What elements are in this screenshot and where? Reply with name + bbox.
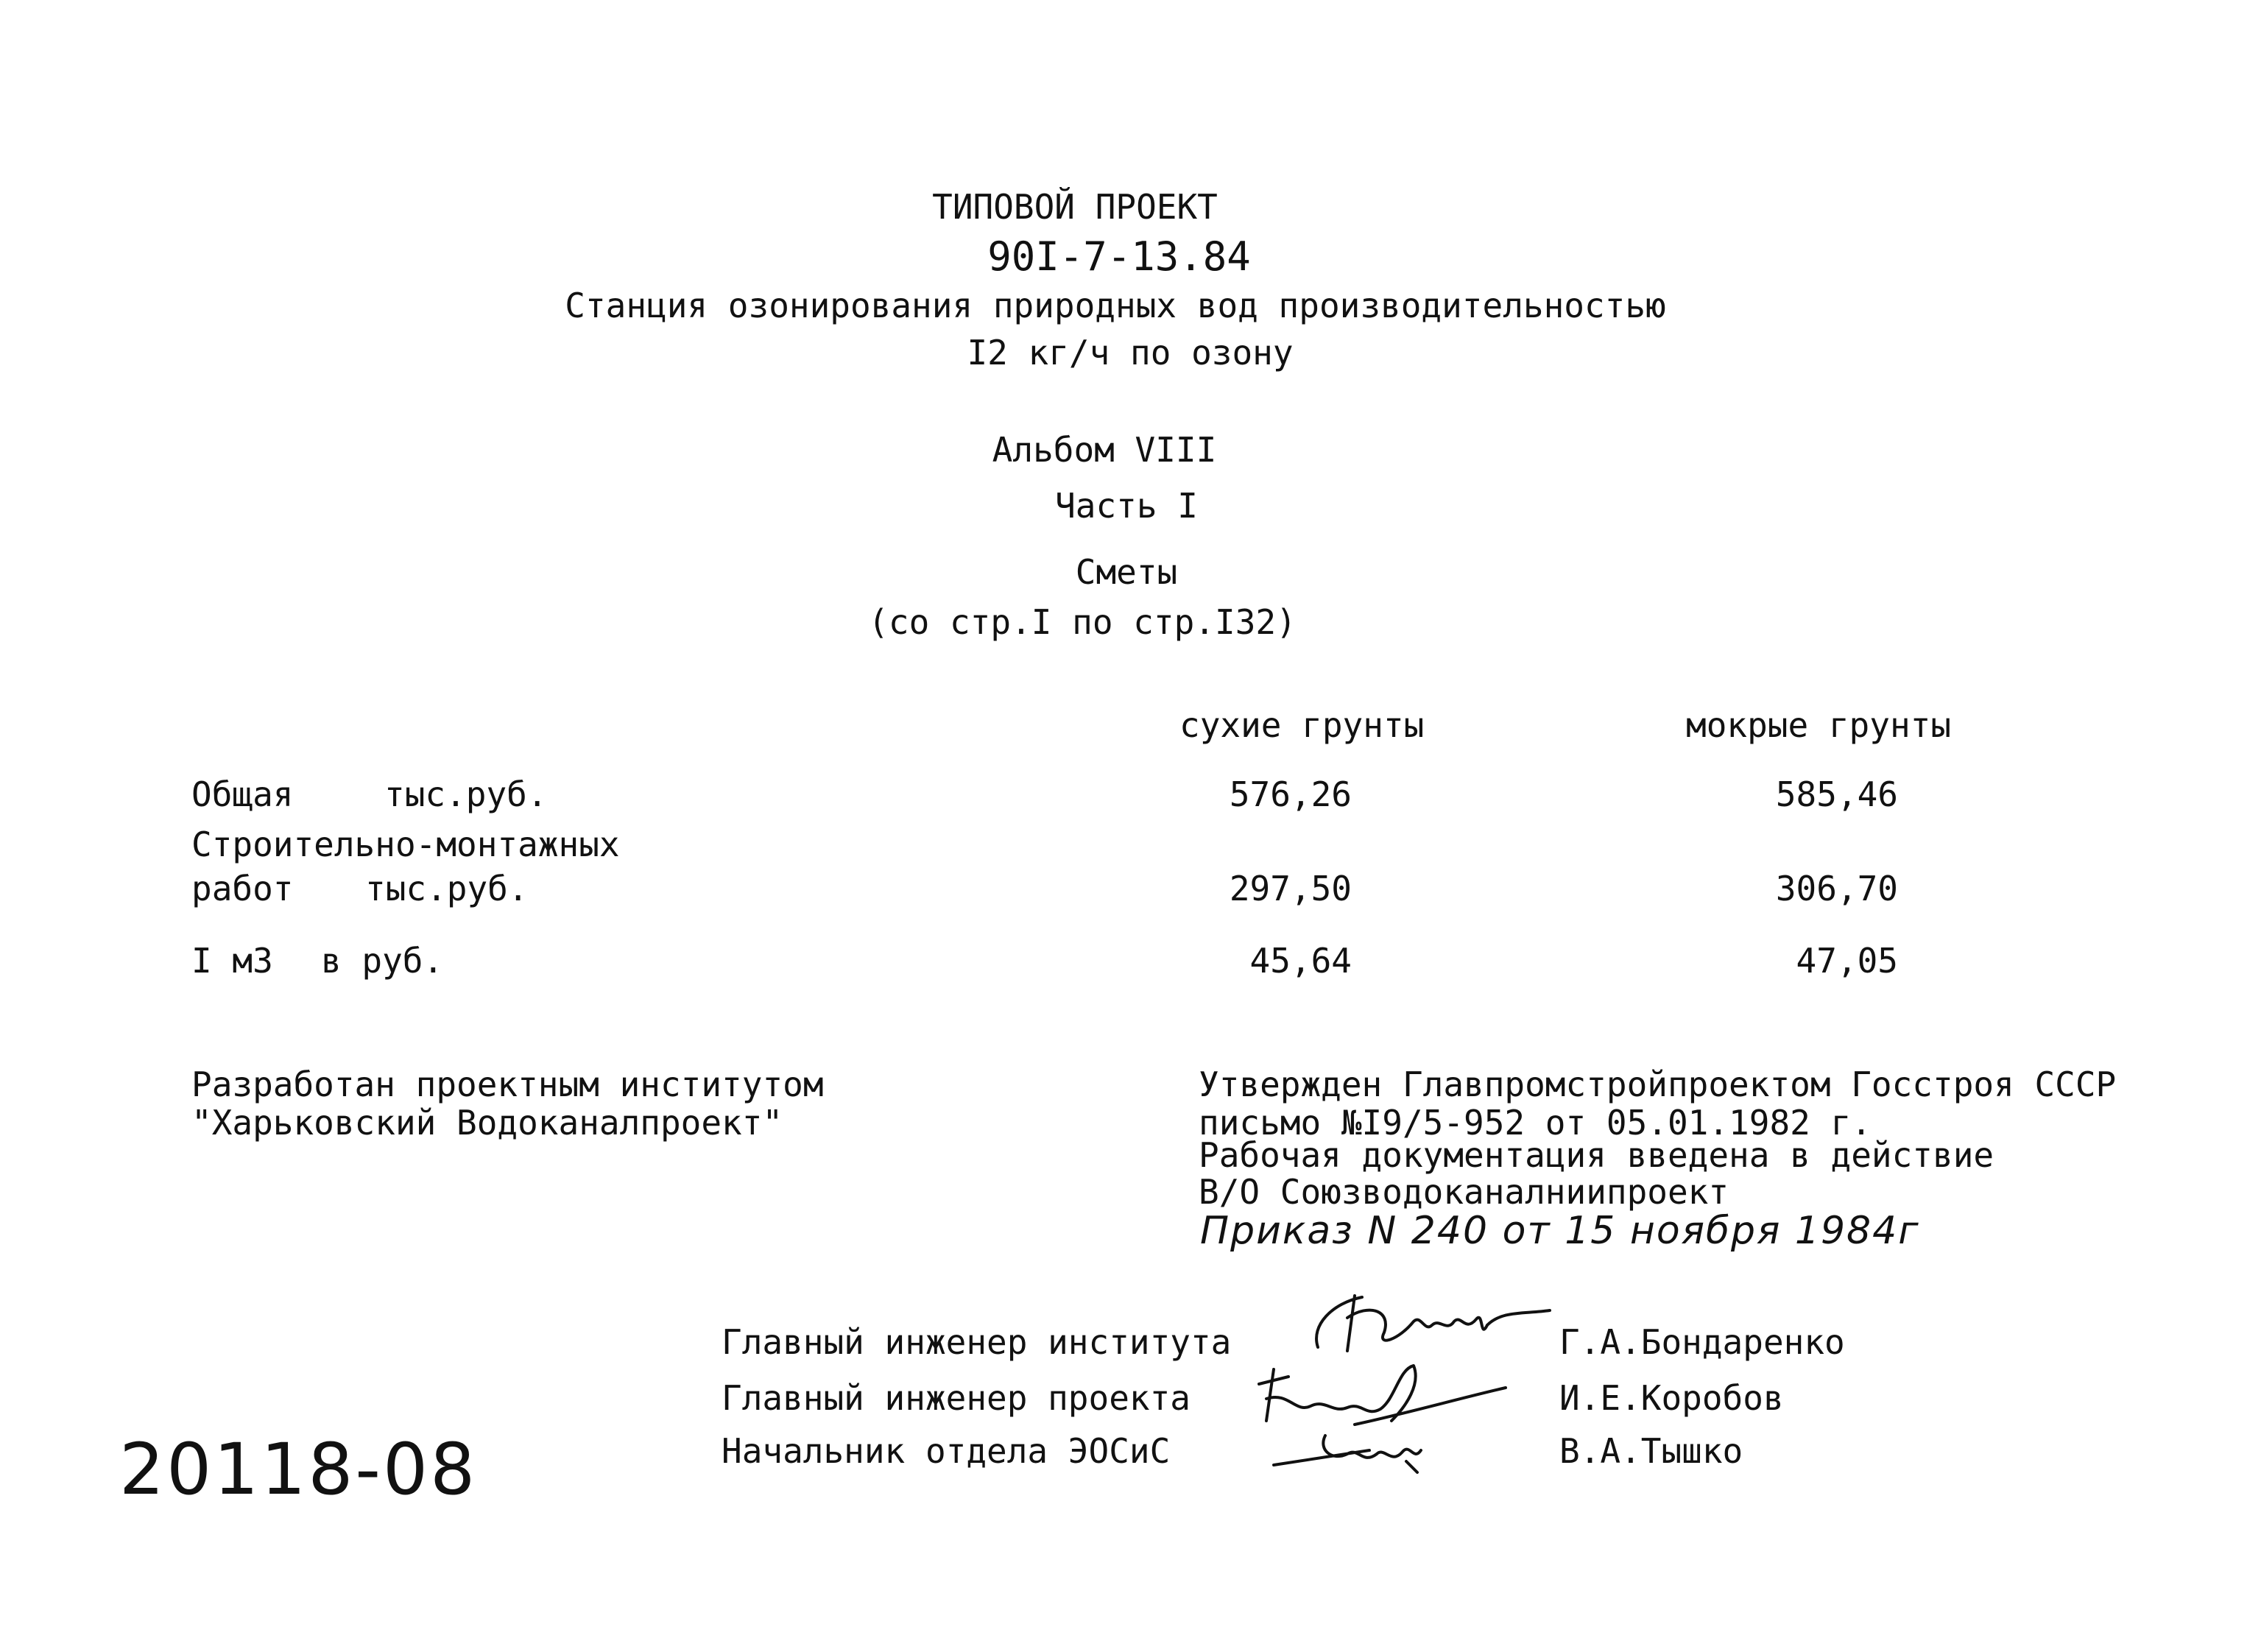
- title-line-2: I2 кг/ч по озону: [967, 333, 1294, 373]
- signature-role: Начальник отдела ЭОСиС: [722, 1431, 1171, 1471]
- signature-name: И.Е.Коробов: [1559, 1378, 1784, 1418]
- column-header-dry: сухие грунты: [1179, 705, 1425, 745]
- doc-type: ТИПОВОЙ ПРОЕКТ: [932, 187, 1218, 227]
- row-unit: тыс.руб.: [365, 869, 529, 908]
- cell-dry: 297,50: [1229, 869, 1352, 908]
- approval-line-4: В/О Союзводоканалниипроект: [1199, 1172, 1729, 1212]
- inventory-stamp: 20118-08: [119, 1428, 478, 1511]
- signature-scribble-1: [1303, 1281, 1553, 1362]
- cell-dry: 45,64: [1249, 941, 1352, 981]
- developer-line-2: "Харьковский Водоканалпроект": [191, 1103, 783, 1143]
- developer-line-1: Разработан проектным институтом: [191, 1065, 824, 1104]
- part-label: Часть I: [1055, 486, 1198, 526]
- order-handwritten: Приказ N 240 от 15 ноября 1984г: [1200, 1209, 1920, 1253]
- row-label: I м3: [191, 941, 273, 981]
- signature-name: Г.А.Бондаренко: [1559, 1322, 1845, 1362]
- signature-name: В.А.Тышко: [1559, 1431, 1743, 1471]
- row-unit: тыс.руб.: [384, 774, 548, 814]
- row-label: работ: [191, 869, 294, 908]
- column-header-wet: мокрые грунты: [1686, 705, 1952, 745]
- cell-dry: 576,26: [1229, 774, 1352, 814]
- signature-scribble-3: [1259, 1421, 1465, 1480]
- row-label: Общая: [191, 774, 294, 814]
- title-line-1: Станция озонирования природных вод производительностью: [565, 286, 1666, 325]
- signature-role: Главный инженер проекта: [722, 1378, 1191, 1418]
- row-unit: в руб.: [321, 941, 444, 981]
- row-label-line-1: Строительно-монтажных: [191, 825, 620, 864]
- signature-role: Главный инженер института: [722, 1322, 1232, 1362]
- cell-wet: 585,46: [1775, 774, 1898, 814]
- cell-wet: 306,70: [1775, 869, 1898, 908]
- approval-line-3: Рабочая документация введена в действие: [1199, 1135, 1994, 1175]
- approval-line-1: Утвержден Главпромстройпроектом Госстроя СССР: [1199, 1065, 2117, 1104]
- approval-line-2: письмо №I9/5-952 от 05.01.1982 г.: [1199, 1103, 1872, 1143]
- project-number: 90I-7-13.84: [987, 233, 1251, 280]
- cell-wet: 47,05: [1796, 941, 1898, 981]
- album-label: Альбом VIII: [992, 430, 1217, 470]
- section-label: Сметы: [1075, 552, 1178, 592]
- page-range: (со стр.I по стр.I32): [868, 602, 1297, 642]
